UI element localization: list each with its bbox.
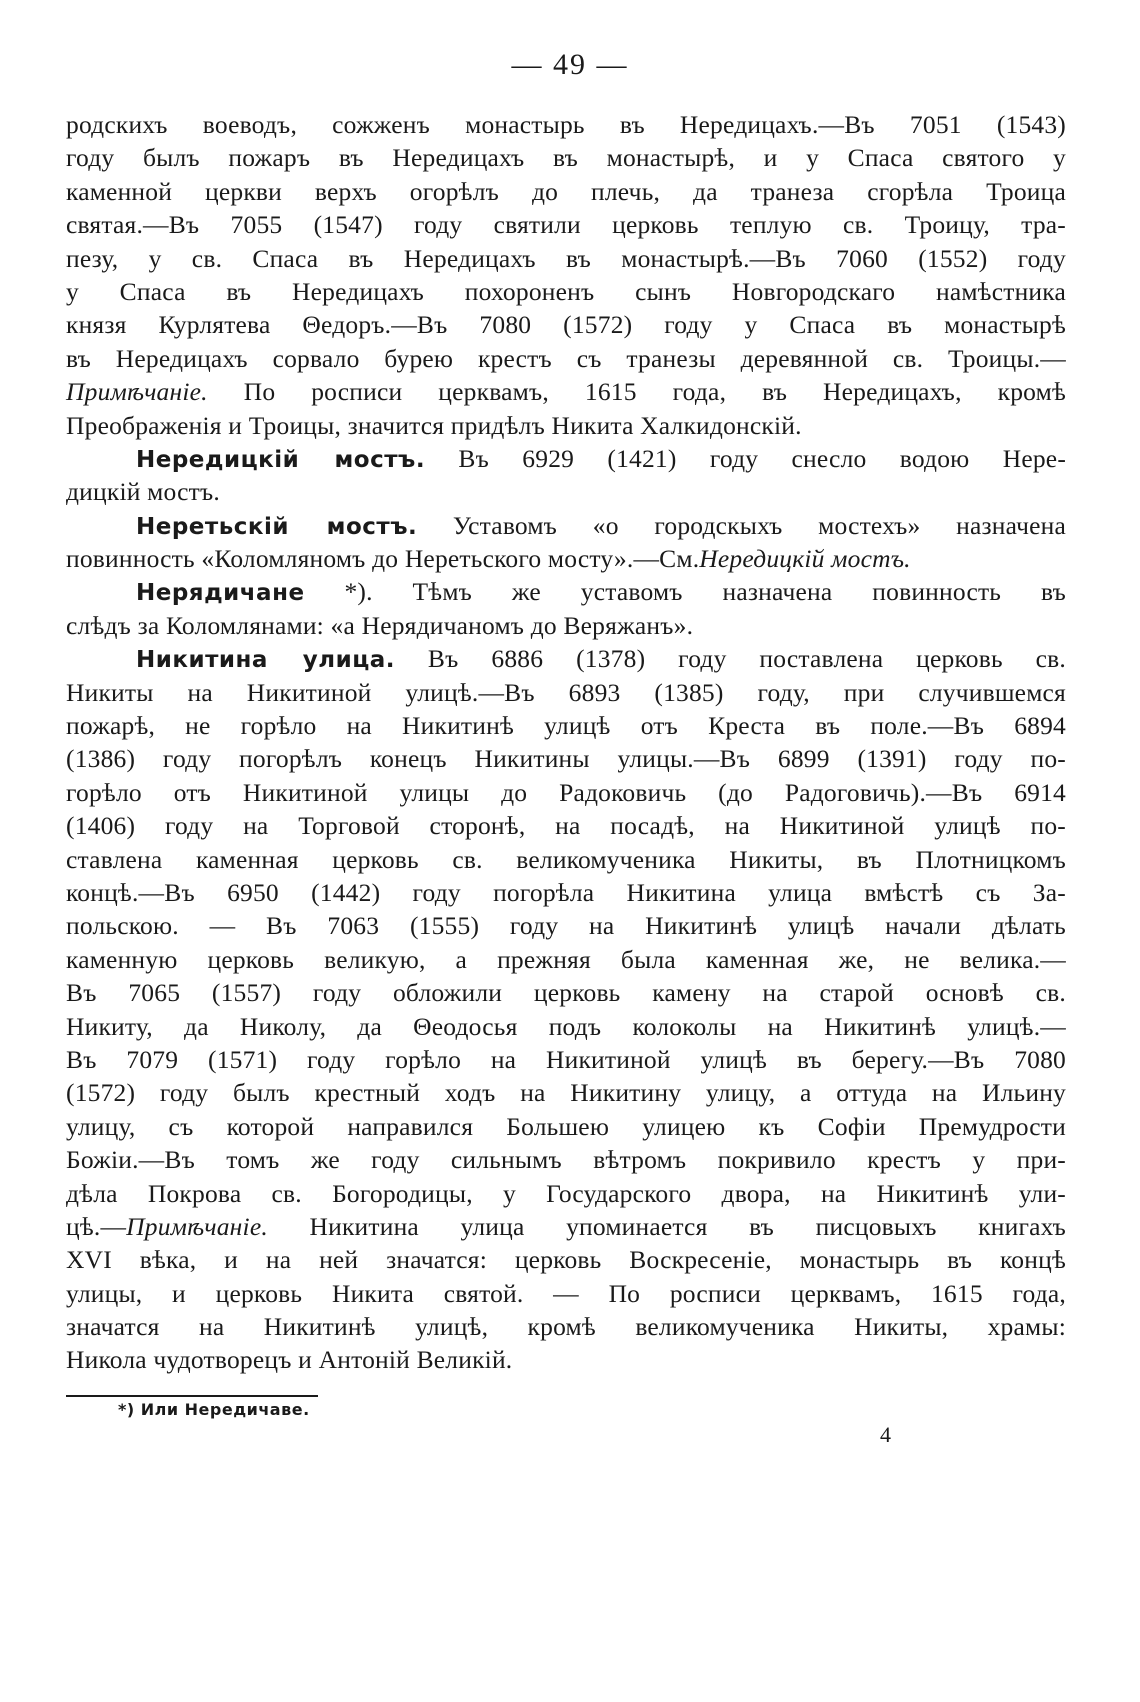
text-line: пезу, у св. Спаса въ Нередицахъ въ монастырѣ.—Въ 7060 (1552) году (66, 243, 1066, 273)
text-line: польскою. — Въ 7063 (1555) году на Никитинѣ улицѣ начали дѣлать (66, 911, 1066, 941)
text-line: въ Нередицахъ сорвало бурею крестъ съ транезы деревянной св. Троицы.— (66, 343, 1066, 373)
text-line: горѣло отъ Никитиной улицы до Радоковичь (до Радоговичь).—Въ 6914 (66, 777, 1066, 807)
text-line: дицкій мостъ. (66, 477, 220, 507)
text-line: слѣдъ за Коломлянами: «а Нерядичаномъ до Веряжанъ». (66, 610, 694, 640)
text-span: По росписи церквамъ, 1615 года, въ Нередицахъ, кромѣ (207, 377, 1066, 407)
text-line: пожарѣ, не горѣло на Никитинѣ улицѣ отъ Креста въ поле.—Въ 6894 (66, 711, 1066, 741)
text-line: Преображенія и Троицы, значится придѣлъ Никита Халкидонскій. (66, 410, 802, 440)
footnote: *) Или Нередичаве. (118, 1400, 310, 1419)
entry-heading: Никитина улица. (136, 647, 396, 674)
text-line (66, 375, 1066, 408)
note-label: Примѣчаніе. (126, 1211, 268, 1241)
text-span: цѣ.— (66, 1211, 127, 1241)
entry-neretsky-most (66, 509, 1066, 542)
text-line: (1406) году на Торговой сторонѣ, на посадѣ, на Никитиной улицѣ по- (66, 811, 1066, 841)
text-line: году былъ пожаръ въ Нередицахъ въ монастырѣ, и у Спаса святого у (66, 143, 1066, 173)
text-span: *). Тѣмъ же уставомъ назначена повинность въ (304, 577, 1066, 607)
text-span: Въ 6929 (1421) году снесло водою Нере- (425, 443, 1067, 473)
text-line: дѣла Покрова св. Богородицы, у Государского двора, на Никитинѣ ули- (66, 1178, 1066, 1208)
text-line (66, 542, 1066, 575)
text-line: каменной церкви верхъ огорѣлъ до плечь, да транеза сгорѣла Троица (66, 176, 1066, 206)
text-line: XVI вѣка, и на ней значатся: церковь Воскресеніе, монастырь въ концѣ (66, 1245, 1066, 1275)
entry-neryadichane (66, 575, 1066, 608)
text-line: Никиты на Никитиной улицѣ.—Въ 6893 (1385) году, при случившемся (66, 677, 1066, 707)
entry-heading: Нерядичане (136, 580, 305, 607)
text-line: святая.—Въ 7055 (1547) году святили церковь теплую св. Троицу, тра- (66, 210, 1066, 240)
text-line: значатся на Никитинѣ улицѣ, кромѣ великомученика Никиты, храмы: (66, 1312, 1066, 1342)
text-span: Уставомъ «о городскыхъ мостехъ» назначена (417, 510, 1067, 540)
text-line: концѣ.—Въ 6950 (1442) году погорѣла Никитина улица вмѣстѣ съ За- (66, 877, 1066, 907)
text-line: (1386) году погорѣлъ конецъ Никитины улицы.—Въ 6899 (1391) году по- (66, 744, 1066, 774)
entry-heading: Нередицкій мостъ. (136, 446, 426, 473)
text-line: улицы, и церковь Никита святой. — По росписи церквамъ, 1615 года, (66, 1278, 1066, 1308)
entry-nikitina-ulitsa (66, 642, 1066, 675)
text-line: ставлена каменная церковь св. великомученика Никиты, въ Плотницкомъ (66, 844, 1066, 874)
page-number: — 49 — (511, 48, 629, 81)
cross-reference: Нередицкій мостъ. (699, 544, 911, 574)
text-line: каменную церковь великую, а прежняя была каменная же, не велика.— (66, 944, 1066, 974)
body-text (66, 108, 1066, 1377)
text-line: улицу, съ которой направился Большею улицею къ Софіи Премудрости (66, 1111, 1066, 1141)
text-line: Въ 7079 (1571) году горѣло на Никитиной улицѣ въ берегу.—Въ 7080 (66, 1044, 1066, 1074)
text-line: Никола чудотворецъ и Антоній Великій. (66, 1345, 513, 1375)
text-span: Никитина улица упоминается въ писцовыхъ книгахъ (267, 1211, 1066, 1241)
note-label: Примѣчаніе. (66, 377, 208, 407)
signature-mark: 4 (880, 1422, 891, 1447)
text-span: Въ 6886 (1378) году поставлена церковь св. (395, 644, 1066, 674)
text-span: повинность «Коломляномъ до Неретьского мосту».—См. (66, 544, 700, 574)
text-line: Божіи.—Въ томъ же году сильнымъ вѣтромъ покривило крестъ у при- (66, 1145, 1066, 1175)
entry-nereditsky-most (66, 442, 1066, 475)
text-line (66, 1210, 1066, 1243)
text-line: у Спаса въ Нередицахъ похороненъ сынъ Новгородскаго намѣстника (66, 276, 1066, 306)
text-line: родскихъ воеводъ, сожженъ монастырь въ Нередицахъ.—Въ 7051 (1543) (66, 110, 1066, 139)
text-line: Никиту, да Николу, да Θеодосья подъ колоколы на Никитинѣ улицѣ.— (66, 1011, 1066, 1041)
footnote-divider (66, 1395, 318, 1397)
text-line: князя Курлятева Θедоръ.—Въ 7080 (1572) году у Спаса въ монастырѣ (66, 310, 1066, 340)
text-line: Въ 7065 (1557) году обложили церковь камену на старой основѣ св. (66, 978, 1066, 1008)
text-line: (1572) году былъ крестный ходъ на Никитину улицу, а оттуда на Ильину (66, 1078, 1066, 1108)
entry-heading: Неретьскій мостъ. (136, 513, 418, 540)
